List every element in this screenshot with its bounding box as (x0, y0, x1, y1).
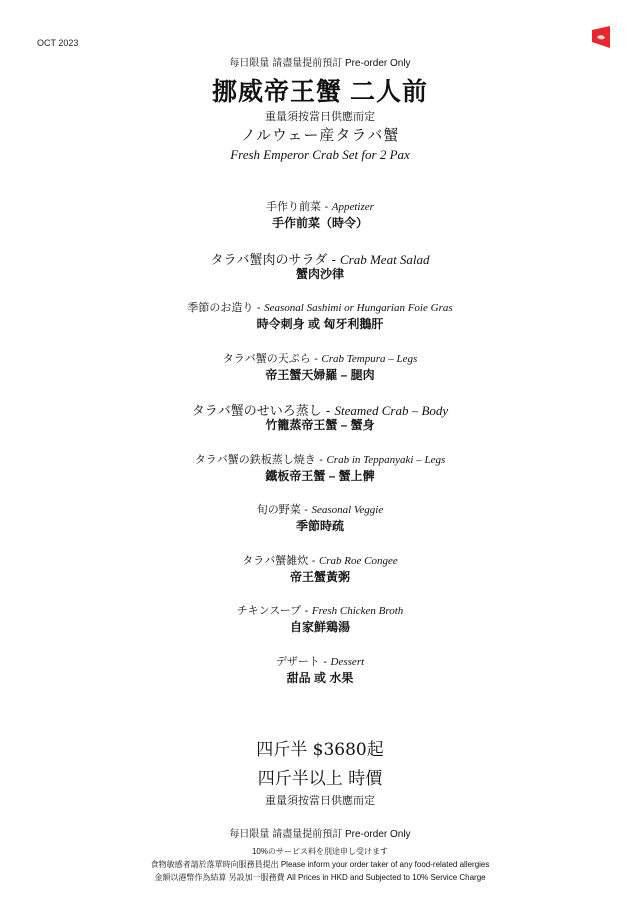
course-zh-name: 帝王蟹黃粥 (289, 570, 350, 584)
course-jp-name: 手作り前菜 - (266, 200, 332, 213)
course-title (0, 350, 640, 366)
course-title (0, 451, 640, 467)
footer-note: 每日限量 請盡量提前預訂 Pre-order Only (229, 829, 411, 840)
header-note: 每日限量 請盡量提前預訂 Pre-order Only (229, 58, 411, 69)
restaurant-logo-icon (590, 26, 612, 48)
english-title: Fresh Emperor Crab Set for 2 Pax (230, 147, 410, 162)
course-jp-name: タラバ蟹の鉄板蒸し焼き - (194, 453, 327, 466)
menu-subtitle: 重量須按當日供應而定 (265, 111, 375, 123)
menu-title: 挪威帝王蟹 二人前 (212, 78, 428, 106)
course-title (0, 552, 640, 568)
service-charge-note-jp: 10%のサービス料を別途申し受けます (251, 847, 388, 856)
course-zh-name: 自家鮮鶏湯 (289, 620, 350, 634)
course-zh-name: 甜品 或 水果 (286, 671, 354, 685)
course-jp-name: チキンスープ - (236, 604, 312, 617)
course-jp-name: 季節のお造り - (187, 301, 265, 314)
course-zh-name: 手作前菜（時令） (271, 216, 368, 230)
course-zh-name: 蟹肉沙律 (295, 267, 344, 281)
course-en-name: Dessert (330, 656, 365, 668)
allergy-note: 食物敏感者請於落單時向服務員提出 Please inform your order taker of any food-related allergies (150, 860, 490, 869)
course-en-name: Crab Tempura – Legs (321, 353, 418, 365)
course-title (0, 501, 640, 517)
course-en-name: Seasonal Sashimi or Hungarian Foie Gras (264, 302, 453, 314)
course-zh-name: 帝王蟹天婦羅 – 腿肉 (265, 368, 375, 382)
course-title (0, 653, 640, 669)
course-en-name: Crab in Teppanyaki – Legs (326, 454, 446, 466)
course-zh-name: 季節時疏 (295, 519, 344, 533)
course-jp-name: 旬の野菜 - (256, 503, 312, 516)
price-line-2: 四斤半以上 時價 (257, 769, 383, 789)
course-jp-name: タラバ蟹雑炊 - (242, 554, 319, 567)
price-line-1: 四斤半 $3680起 (256, 740, 384, 760)
course-title (0, 198, 640, 214)
course-zh-name: 時令刺身 或 匈牙利鵝肝 (256, 317, 384, 331)
course-en-name: Crab Roe Congee (318, 555, 398, 567)
course-title (0, 299, 640, 315)
price-note: 重量須按當日供應而定 (265, 794, 375, 807)
course-zh-name: 鐵板帝王蟹 – 蟹上髀 (265, 469, 375, 483)
course-jp-name: デザート - (275, 655, 331, 668)
course-jp-name: タラバ蟹の天ぷら - (222, 352, 322, 365)
course-title (0, 602, 640, 618)
menu-date: OCT 2023 (37, 38, 79, 48)
course-en-name: Steamed Crab – Body (334, 403, 449, 418)
course-en-name: Crab Meat Salad (339, 252, 430, 267)
price-currency-note: 金額以港幣作為結算 另設加一服務費 All Prices in HKD and Subjected to 10% Service Charge (154, 873, 486, 882)
course-en-name: Fresh Chicken Broth (311, 605, 404, 617)
course-en-name: Appetizer (331, 201, 374, 213)
japanese-title: ノルウェー産タラバ蟹 (240, 126, 400, 144)
course-jp-name: タラバ蟹のせいろ蒸し - (191, 404, 335, 419)
course-jp-name: タラバ蟹肉のサラダ - (210, 253, 340, 268)
course-en-name: Seasonal Veggie (311, 504, 384, 516)
course-zh-name: 竹籠蒸帝王蟹 – 蟹身 (265, 418, 375, 432)
